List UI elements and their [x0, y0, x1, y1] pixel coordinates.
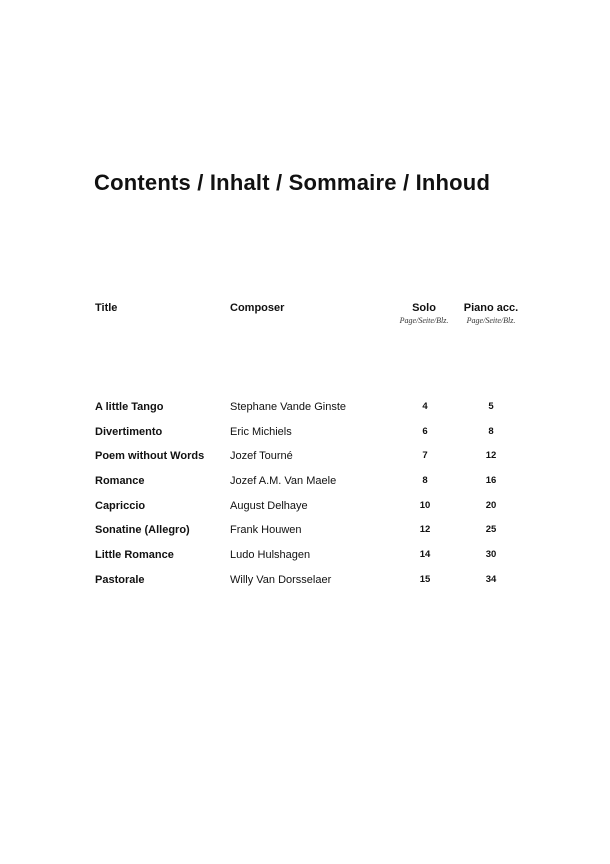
solo-page-number: 12 — [419, 524, 431, 536]
piano-page-number: 30 — [485, 549, 497, 561]
solo-page-number: 6 — [422, 425, 428, 437]
solo-page-number: 7 — [422, 450, 428, 462]
piece-title: Sonatine (Allegro) — [95, 524, 190, 537]
column-header-composer: Composer — [230, 302, 285, 314]
piece-composer: Jozef A.M. Van Maele — [230, 475, 337, 488]
piece-composer: Stephane Vande Ginste — [230, 401, 346, 413]
piano-page-number: 20 — [485, 499, 497, 511]
piano-page-number: 25 — [485, 524, 497, 536]
column-subheader-solo-page: Page/Seite/Blz. — [399, 316, 449, 325]
page-title: Contents / Inhalt / Sommaire / Inhoud — [94, 170, 491, 195]
piece-composer: August Delhaye — [230, 499, 308, 512]
piece-composer: Ludo Hulshagen — [230, 549, 311, 562]
piano-page-number: 5 — [488, 401, 494, 412]
piece-composer: Jozef Tourné — [230, 450, 293, 463]
piece-title: Romance — [95, 475, 145, 488]
solo-page-number: 14 — [419, 549, 431, 561]
column-subheader-piano-page: Page/Seite/Blz. — [466, 316, 516, 325]
solo-page-number: 8 — [422, 475, 428, 487]
piece-composer: Eric Michiels — [230, 425, 292, 438]
contents-row — [0, 400, 610, 425]
piano-page-number: 16 — [485, 475, 497, 487]
column-header-title: Title — [95, 302, 118, 314]
piece-composer: Frank Houwen — [230, 524, 302, 537]
contents-row — [0, 548, 610, 573]
piano-page-number: 12 — [485, 450, 497, 462]
solo-page-number: 4 — [422, 401, 428, 412]
piece-title: Capriccio — [95, 499, 146, 512]
piano-page-number: 34 — [485, 573, 497, 585]
contents-row — [0, 449, 610, 474]
solo-page-number: 10 — [419, 499, 431, 511]
contents-row — [0, 425, 610, 450]
piece-title: Little Romance — [95, 549, 174, 562]
column-header-piano: Piano acc. — [463, 302, 519, 314]
piece-title: Pastorale — [95, 573, 145, 586]
piece-title: Poem without Words — [95, 450, 205, 463]
piece-title: A little Tango — [95, 401, 164, 413]
column-header-solo: Solo — [412, 302, 436, 314]
contents-row — [0, 499, 610, 524]
contents-row — [0, 474, 610, 499]
solo-page-number: 15 — [419, 573, 431, 585]
contents-list — [0, 400, 610, 598]
piece-composer: Willy Van Dorsselaer — [230, 573, 332, 586]
contents-row — [0, 523, 610, 548]
piece-title: Divertimento — [95, 425, 163, 438]
contents-row — [0, 573, 610, 598]
piano-page-number: 8 — [488, 425, 494, 437]
